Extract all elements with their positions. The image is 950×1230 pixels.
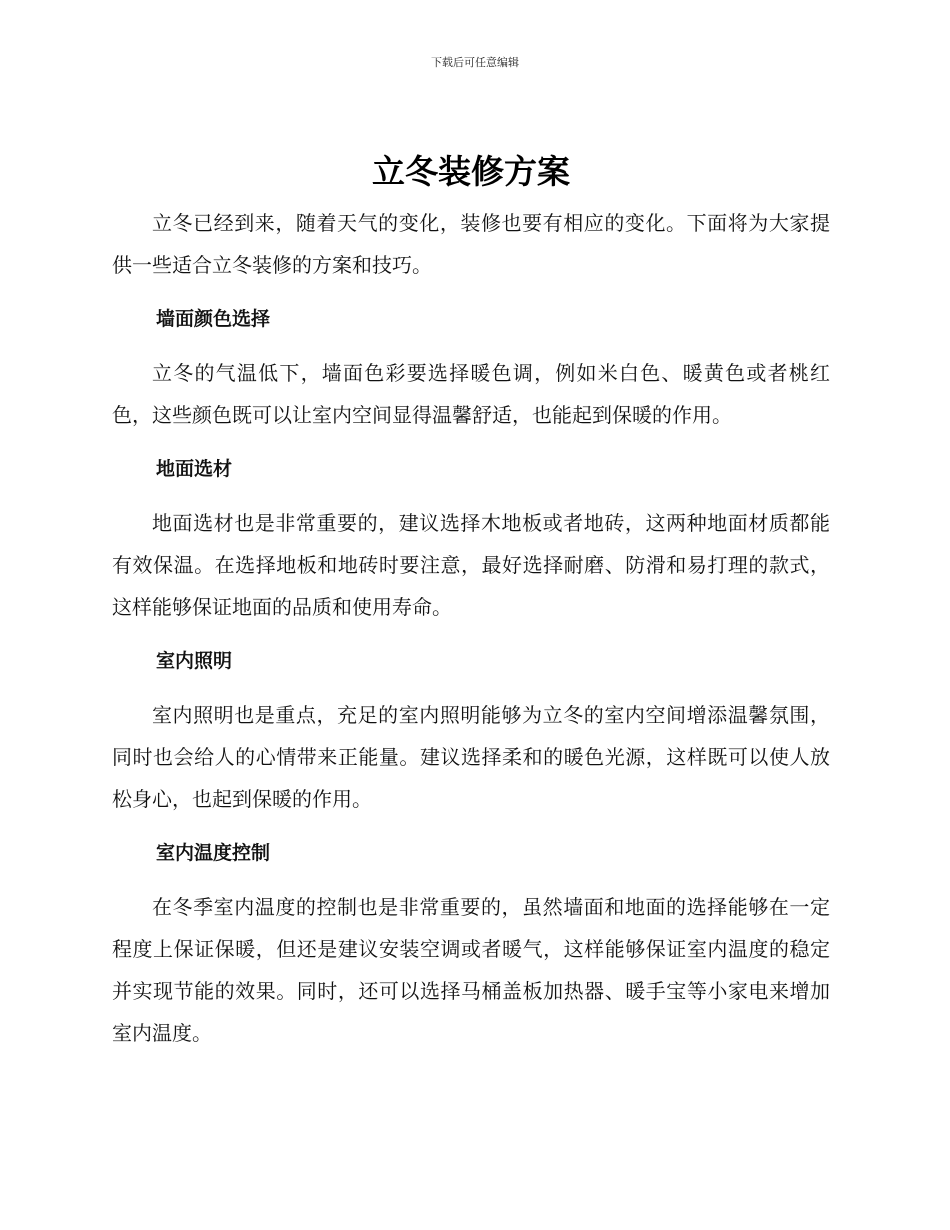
section-heading-wall-color: 墙面颜色选择 bbox=[156, 308, 271, 330]
section-body-wall-color: 立冬的气温低下，墙面色彩要选择暖色调，例如米白色、暖黄色或者桃红色，这些颜色既可以让室内空间显得温馨舒适，也能起到保暖的作用。 bbox=[112, 361, 830, 427]
intro-paragraph: 立冬已经到来，随着天气的变化，装修也要有相应的变化。下面将为大家提供一些适合立冬装修的方案和技巧。 bbox=[112, 211, 830, 277]
section-body-temperature: 在冬季室内温度的控制也是非常重要的，虽然墙面和地面的选择能够在一定程度上保证保暖，但还是建议安装空调或者暖气，这样能够保证室内温度的稳定并实现节能的效果。同时，还可以选择马桶盖板加热器、暖手宝等小家电来增加室内温度。 bbox=[112, 895, 830, 1045]
section-heading-temperature: 室内温度控制 bbox=[156, 842, 271, 864]
section-heading-flooring: 地面选材 bbox=[156, 458, 233, 480]
section-body-flooring: 地面选材也是非常重要的，建议选择木地板或者地砖，这两种地面材质都能有效保温。在选择地板和地砖时要注意，最好选择耐磨、防滑和易打理的款式，这样能够保证地面的品质和使用寿命。 bbox=[112, 511, 830, 619]
section-heading-lighting: 室内照明 bbox=[156, 650, 233, 672]
document-title: 立冬装修方案 bbox=[372, 152, 570, 191]
header-note: 下载后可任意编辑 bbox=[431, 56, 519, 69]
section-body-lighting: 室内照明也是重点，充足的室内照明能够为立冬的室内空间增添温馨氛围，同时也会给人的心情带来正能量。建议选择柔和的暖色光源，这样既可以使人放松身心，也起到保暖的作用。 bbox=[112, 703, 830, 811]
document-body bbox=[112, 150, 830, 1054]
